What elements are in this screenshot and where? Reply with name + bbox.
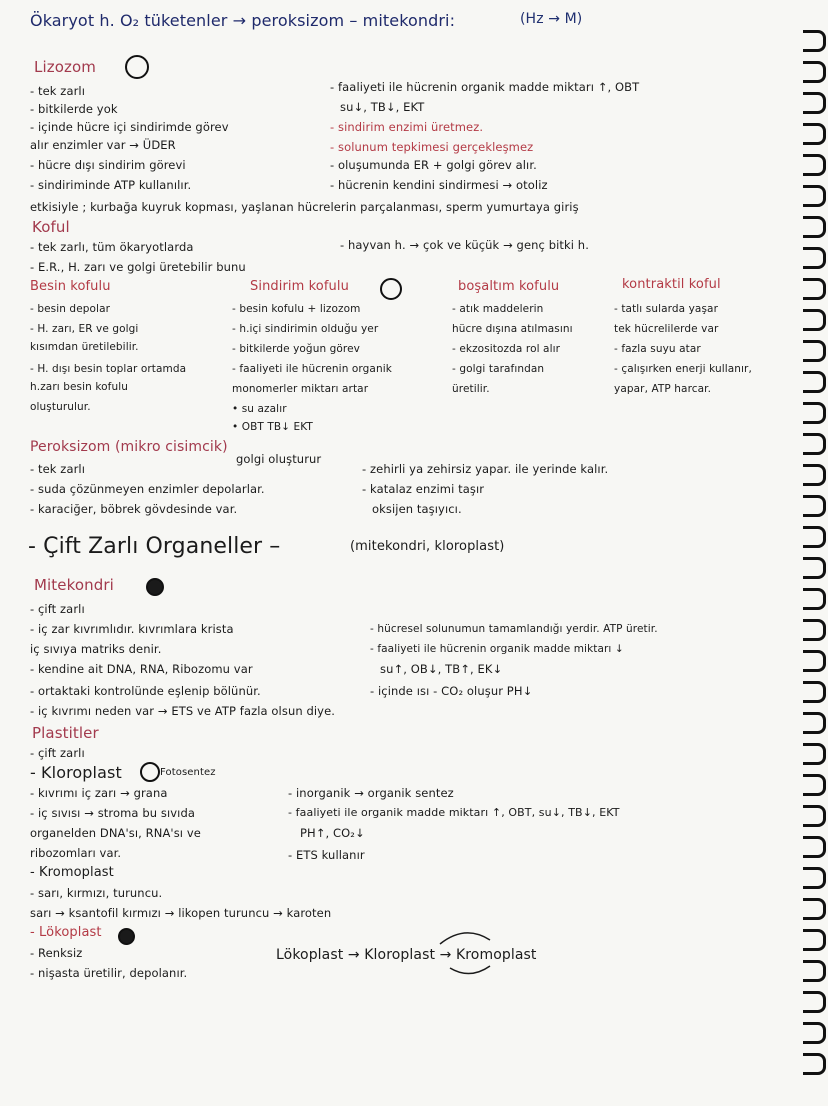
kloroplast-note: - ETS kullanır bbox=[288, 848, 365, 862]
circle-marker-icon bbox=[125, 55, 149, 79]
spiral-ring bbox=[803, 557, 826, 579]
spiral-ring bbox=[803, 92, 826, 114]
cycle-arrow-top bbox=[440, 933, 490, 944]
kloroplast-line: - iç sıvısı → stroma bu sıvıda bbox=[30, 806, 195, 820]
spiral-ring bbox=[803, 960, 826, 982]
besin-kofulu-heading: Besin kofulu bbox=[30, 279, 111, 294]
besin-line: kısımdan üretilebilir. bbox=[30, 341, 139, 353]
lizozom-note: - solunum tepkimesi gerçekleşmez bbox=[330, 140, 534, 154]
spiral-ring bbox=[803, 278, 826, 300]
sindirim-line: • OBT TB↓ EKT bbox=[232, 421, 313, 433]
spiral-ring bbox=[803, 805, 826, 827]
kloroplast-line: ribozomları var. bbox=[30, 846, 122, 860]
kontraktil-line: - tatlı sularda yaşar bbox=[614, 303, 718, 315]
sindirim-line: monomerler miktarı artar bbox=[232, 383, 369, 395]
koful-note: - hayvan h. → çok ve küçük → genç bitki h. bbox=[340, 238, 589, 252]
koful-line: - tek zarlı, tüm ökaryotlarda bbox=[30, 240, 194, 254]
circle-marker-icon bbox=[140, 762, 160, 782]
sindirim-line: - h.içi sindirimin olduğu yer bbox=[232, 323, 379, 335]
lizozom-line: etkisiyle ; kurbağa kuyruk kopması, yaşlanan hücrelerin parçalanması, sperm yumurtaya giriş bbox=[30, 200, 579, 214]
spiral-ring bbox=[803, 867, 826, 889]
bosaltim-line: üretilir. bbox=[452, 383, 490, 395]
kromoplast-heading: - Kromoplast bbox=[30, 865, 114, 880]
bosaltim-kofulu-heading: boşaltım kofulu bbox=[458, 279, 560, 294]
peroksizom-note: - katalaz enzimi taşır bbox=[362, 482, 485, 496]
kloroplast-note: - faaliyeti ile organik madde miktarı ↑, OBT, su↓, TB↓, EKT bbox=[288, 806, 620, 819]
spiral-ring bbox=[803, 309, 826, 331]
kromoplast-line: sarı → ksantofil kırmızı → likopen turuncu → karoten bbox=[30, 906, 332, 920]
kontraktil-line: - çalışırken enerji kullanır, bbox=[614, 363, 752, 375]
spiral-ring bbox=[803, 185, 826, 207]
lokoplast-line: - nişasta üretilir, depolanır. bbox=[30, 966, 188, 980]
kontraktil-line: - fazla suyu atar bbox=[614, 343, 701, 355]
besin-line: - H. dışı besin toplar ortamda bbox=[30, 363, 187, 375]
mitekondri-line: - iç zar kıvrımlıdır. kıvrımlara krista bbox=[30, 622, 234, 636]
cift-zarli-heading: - Çift Zarlı Organeller – bbox=[28, 534, 281, 559]
spiral-ring bbox=[803, 216, 826, 238]
lizozom-line: - bitkilerde yok bbox=[30, 102, 118, 116]
sindirim-line: - bitkilerde yoğun görev bbox=[232, 343, 360, 355]
spiral-ring bbox=[803, 712, 826, 734]
spiral-ring bbox=[803, 247, 826, 269]
spiral-ring bbox=[803, 123, 826, 145]
mitekondri-note: - içinde ısı - CO₂ oluşur PH↓ bbox=[370, 684, 533, 698]
kloroplast-heading: - Kloroplast bbox=[30, 763, 122, 782]
spiral-ring bbox=[803, 526, 826, 548]
peroksizom-line: - karaciğer, böbrek gövdesinde var. bbox=[30, 502, 238, 516]
spiral-ring bbox=[803, 929, 826, 951]
title-note: (Hz → M) bbox=[520, 11, 583, 27]
spiral-ring bbox=[803, 898, 826, 920]
spiral-binding bbox=[802, 0, 828, 1106]
spiral-ring bbox=[803, 464, 826, 486]
bosaltim-line: hücre dışına atılmasını bbox=[452, 323, 573, 335]
lizozom-line: - içinde hücre içi sindirimde görev bbox=[30, 120, 229, 134]
peroksizom-note: - zehirli ya zehirsiz yapar. ile yerinde kalır. bbox=[362, 462, 609, 476]
spiral-ring bbox=[803, 61, 826, 83]
filled-circle-marker-icon bbox=[118, 928, 135, 945]
peroksizom-note: oksijen taşıyıcı. bbox=[372, 502, 462, 516]
page-title: Ökaryot h. O₂ tüketenler → peroksizom – mitekondri: bbox=[30, 11, 456, 30]
spiral-ring bbox=[803, 774, 826, 796]
besin-line: - besin depolar bbox=[30, 303, 111, 315]
spiral-ring bbox=[803, 154, 826, 176]
mitekondri-line: - ortaktaki kontrolünde eşlenip bölünür. bbox=[30, 684, 261, 698]
spiral-ring bbox=[803, 991, 826, 1013]
peroksizom-line: - suda çözünmeyen enzimler depolarlar. bbox=[30, 482, 265, 496]
spiral-ring bbox=[803, 433, 826, 455]
besin-line: oluşturulur. bbox=[30, 401, 91, 413]
koful-line: - E.R., H. zarı ve golgi üretebilir bunu bbox=[30, 260, 246, 274]
filled-circle-marker-icon bbox=[146, 578, 164, 596]
plastitler-line: - çift zarlı bbox=[30, 746, 85, 760]
cycle-arrows bbox=[430, 920, 510, 980]
kloroplast-tag: Fotosentez bbox=[160, 767, 216, 778]
lizozom-line: - sindiriminde ATP kullanılır. bbox=[30, 178, 192, 192]
spiral-ring bbox=[803, 402, 826, 424]
kromoplast-line: - sarı, kırmızı, turuncu. bbox=[30, 886, 163, 900]
plastid-cycle: Lökoplast → Kloroplast → Kromoplast bbox=[276, 947, 537, 963]
cycle-arrow-bottom bbox=[450, 966, 490, 974]
mitekondri-heading: Mitekondri bbox=[34, 576, 114, 594]
mitekondri-note: - hücresel solunumun tamamlandığı yerdir. ATP üretir. bbox=[370, 623, 658, 635]
spiral-ring bbox=[803, 340, 826, 362]
peroksizom-line: - tek zarlı bbox=[30, 462, 86, 476]
kontraktil-line: tek hücrelilerde var bbox=[614, 323, 719, 335]
spiral-ring bbox=[803, 1053, 826, 1075]
mitekondri-note: su↑, OB↓, TB↑, EK↓ bbox=[380, 662, 503, 676]
mitekondri-line: iç sıvıya matriks denir. bbox=[30, 642, 162, 656]
besin-line: h.zarı besin kofulu bbox=[30, 381, 128, 393]
lizozom-note: - hücrenin kendini sindirmesi → otoliz bbox=[330, 178, 548, 192]
lizozom-note: su↓, TB↓, EKT bbox=[340, 100, 425, 114]
spiral-ring bbox=[803, 650, 826, 672]
circle-marker-icon bbox=[380, 278, 402, 300]
sindirim-line: - faaliyeti ile hücrenin organik bbox=[232, 363, 392, 375]
lizozom-note: - faaliyeti ile hücrenin organik madde miktarı ↑, OBT bbox=[330, 80, 640, 94]
cift-zarli-sub: (mitekondri, kloroplast) bbox=[350, 539, 505, 554]
spiral-ring bbox=[803, 371, 826, 393]
plastitler-heading: Plastitler bbox=[32, 724, 99, 742]
spiral-ring bbox=[803, 681, 826, 703]
lizozom-note: - oluşumunda ER + golgi görev alır. bbox=[330, 158, 537, 172]
kontraktil-line: yapar, ATP harcar. bbox=[614, 383, 712, 395]
spiral-ring bbox=[803, 588, 826, 610]
kloroplast-line: - kıvrımı iç zarı → grana bbox=[30, 786, 168, 800]
spiral-ring bbox=[803, 836, 826, 858]
koful-heading: Koful bbox=[32, 218, 70, 236]
kloroplast-line: organelden DNA'sı, RNA'sı ve bbox=[30, 826, 201, 840]
bosaltim-line: - ekzositozda rol alır bbox=[452, 343, 561, 355]
kloroplast-note: - inorganik → organik sentez bbox=[288, 786, 454, 800]
sindirim-kofulu-heading: Sindirim kofulu bbox=[250, 279, 349, 294]
sindirim-line: - besin kofulu + lizozom bbox=[232, 303, 361, 315]
mitekondri-note: - faaliyeti ile hücrenin organik madde miktarı ↓ bbox=[370, 643, 624, 655]
bosaltim-line: - atık maddelerin bbox=[452, 303, 544, 315]
peroksizom-golgi: golgi oluşturur bbox=[236, 452, 322, 466]
lizozom-line: - hücre dışı sindirim görevi bbox=[30, 158, 186, 172]
sindirim-line: • su azalır bbox=[232, 403, 287, 415]
lokoplast-heading: - Lökoplast bbox=[30, 925, 102, 940]
lizozom-note: - sindirim enzimi üretmez. bbox=[330, 120, 484, 134]
spiral-ring bbox=[803, 1022, 826, 1044]
peroksizom-heading: Peroksizom (mikro cisimcik) bbox=[30, 439, 228, 455]
lizozom-heading: Lizozom bbox=[34, 58, 96, 76]
besin-line: - H. zarı, ER ve golgi bbox=[30, 323, 139, 335]
lokoplast-line: - Renksiz bbox=[30, 946, 83, 960]
lizozom-line: alır enzimler var → ÜDER bbox=[30, 138, 176, 152]
mitekondri-line: - iç kıvrımı neden var → ETS ve ATP fazla olsun diye. bbox=[30, 704, 336, 718]
spiral-ring bbox=[803, 30, 826, 52]
lizozom-line: - tek zarlı bbox=[30, 84, 86, 98]
spiral-ring bbox=[803, 743, 826, 765]
spiral-ring bbox=[803, 495, 826, 517]
spiral-ring bbox=[803, 619, 826, 641]
mitekondri-line: - çift zarlı bbox=[30, 602, 85, 616]
bosaltim-line: - golgi tarafından bbox=[452, 363, 545, 375]
kontraktil-kofulu-heading: kontraktil koful bbox=[622, 277, 721, 292]
mitekondri-line: - kendine ait DNA, RNA, Ribozomu var bbox=[30, 662, 253, 676]
kloroplast-note: PH↑, CO₂↓ bbox=[300, 826, 365, 840]
